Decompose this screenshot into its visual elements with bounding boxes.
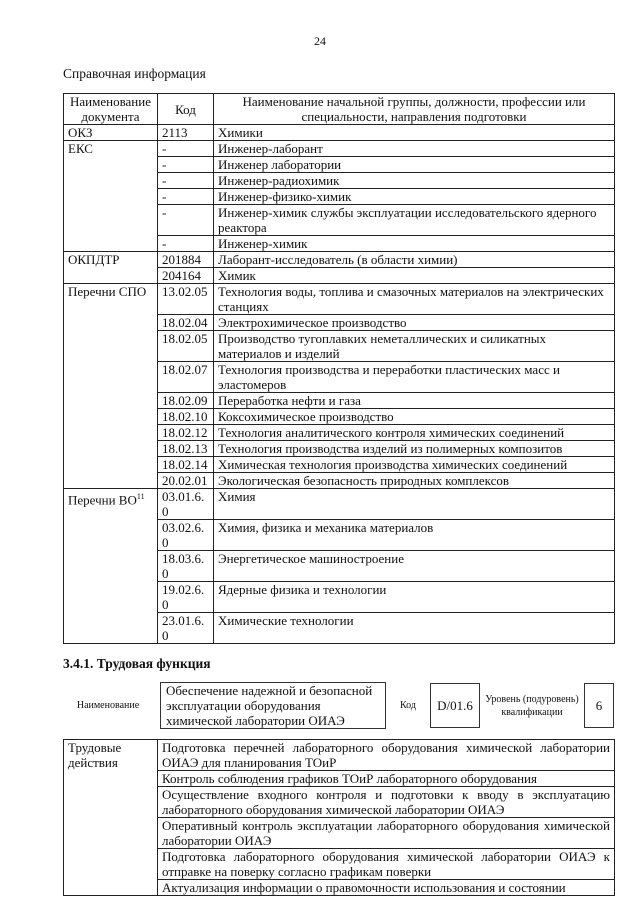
- name-cell: Инженер-лаборант: [214, 141, 615, 157]
- code-cell: 204164: [158, 268, 214, 284]
- document-name: Перечни ВО: [68, 492, 137, 508]
- footnote-ref: 11: [136, 492, 145, 501]
- header-name: Наименование начальной группы, должности, профессии или специальности, направления подготовки: [214, 94, 615, 125]
- document-cell: [64, 284, 158, 489]
- code-cell: 18.02.09: [158, 393, 214, 409]
- name-cell: Инженер-радиохимик: [214, 173, 615, 189]
- name-cell: Инженер лаборатории: [214, 157, 615, 173]
- code-cell: -: [158, 205, 214, 236]
- name-label: Наименование: [76, 700, 140, 711]
- function-header: [63, 682, 615, 729]
- table-row: [64, 125, 615, 141]
- document-cell: [64, 141, 158, 252]
- name-cell: Химик: [214, 268, 615, 284]
- code-cell: 18.02.10: [158, 409, 214, 425]
- code-cell: 13.02.05: [158, 284, 214, 315]
- table-row: [64, 252, 615, 268]
- name-cell: Переработка нефти и газа: [214, 393, 615, 409]
- code-cell: -: [158, 236, 214, 252]
- labor-action-cell: Подготовка лабораторного оборудования химической лаборатории ОИАЭ к отправке на поверку согласно графикам поверки: [158, 849, 615, 880]
- name-cell: Инженер-химик: [214, 236, 615, 252]
- code-cell: 03.01.6.0: [158, 489, 214, 520]
- level-label: Уровень (подуровень) квалификации: [485, 693, 579, 718]
- code-cell: -: [158, 157, 214, 173]
- document-cell: [64, 489, 158, 644]
- code-cell: 18.02.13: [158, 441, 214, 457]
- document-name: ОКЗ: [68, 125, 93, 140]
- name-cell: Коксохимическое производство: [214, 409, 615, 425]
- document-name: ОКПДТР: [68, 252, 120, 267]
- reference-title: Справочная информация: [63, 66, 206, 81]
- table-row: [64, 740, 615, 771]
- table-row: [64, 489, 615, 520]
- code-cell: 18.02.07: [158, 362, 214, 393]
- labor-actions-table: [63, 739, 615, 896]
- code-cell: 18.02.12: [158, 425, 214, 441]
- name-cell: Ядерные физика и технологии: [214, 582, 615, 613]
- code-cell: -: [158, 189, 214, 205]
- code-cell: 201884: [158, 252, 214, 268]
- name-cell: Технология производства и переработки пластических масс и эластомеров: [214, 362, 615, 393]
- name-cell: Электрохимическое производство: [214, 315, 615, 331]
- section-heading: 3.4.1. Трудовая функция: [63, 656, 211, 671]
- document-name: ЕКС: [68, 141, 93, 156]
- table-row: [64, 284, 615, 315]
- level-value: 6: [584, 683, 614, 728]
- code-cell: 03.02.6.0: [158, 520, 214, 551]
- labor-action-cell: Подготовка перечней лабораторного оборудования химической лаборатории ОИАЭ для планирования ТОиР: [158, 740, 615, 771]
- name-cell: Экологическая безопасность природных комплексов: [214, 473, 615, 489]
- code-cell: 18.02.04: [158, 315, 214, 331]
- name-cell: Инженер-физико-химик: [214, 189, 615, 205]
- code-cell: 23.01.6.0: [158, 613, 214, 644]
- name-cell: Инженер-химик службы эксплуатации исследовательского ядерного реактора: [214, 205, 615, 236]
- code-cell: 18.03.6.0: [158, 551, 214, 582]
- code-cell: 20.02.01: [158, 473, 214, 489]
- name-cell: Энергетическое машиностроение: [214, 551, 615, 582]
- document-name: Перечни СПО: [68, 284, 147, 299]
- function-name-value: Обеспечение надежной и безопасной эксплуатации оборудования химической лаборатории ОИАЭ: [160, 682, 386, 729]
- labor-action-cell: Оперативный контроль эксплуатации лабораторного оборудования химической лаборатории ОИАЭ: [158, 818, 615, 849]
- document-cell: [64, 252, 158, 284]
- name-cell: Химики: [214, 125, 615, 141]
- code-cell: 19.02.6.0: [158, 582, 214, 613]
- labor-action-cell: Контроль соблюдения графиков ТОиР лабораторного оборудования: [158, 771, 615, 787]
- table-row: [64, 141, 615, 157]
- document-cell: [64, 125, 158, 141]
- name-cell: Технология производства изделий из полимерных композитов: [214, 441, 615, 457]
- name-cell: Химические технологии: [214, 613, 615, 644]
- name-cell: Лаборант-исследователь (в области химии): [214, 252, 615, 268]
- name-cell: Химия: [214, 489, 615, 520]
- name-cell: Химия, физика и механика материалов: [214, 520, 615, 551]
- name-cell: Технология аналитического контроля химических соединений: [214, 425, 615, 441]
- row-label-cell: Трудовые действия: [64, 740, 158, 896]
- reference-table: [63, 93, 615, 644]
- name-cell: Химическая технология производства химических соединений: [214, 457, 615, 473]
- code-value: D/01.6: [430, 683, 480, 728]
- header-document: Наименование документа: [64, 94, 158, 125]
- header-code: Код: [158, 94, 214, 125]
- page-number: 24: [314, 34, 326, 48]
- code-cell: -: [158, 173, 214, 189]
- name-cell: Производство тугоплавких неметаллических и силикатных материалов и изделий: [214, 331, 615, 362]
- code-cell: 18.02.05: [158, 331, 214, 362]
- name-cell: Технология воды, топлива и смазочных материалов на электрических станциях: [214, 284, 615, 315]
- labor-action-cell: Актуализация информации о правомочности использования и состоянии: [158, 880, 615, 896]
- code-cell: 2113: [158, 125, 214, 141]
- code-cell: -: [158, 141, 214, 157]
- code-cell: 18.02.14: [158, 457, 214, 473]
- code-label: Код: [400, 700, 416, 711]
- labor-action-cell: Осуществление входного контроля и подготовки к вводу в эксплуатацию лабораторного оборудования химической лаборатории ОИАЭ: [158, 787, 615, 818]
